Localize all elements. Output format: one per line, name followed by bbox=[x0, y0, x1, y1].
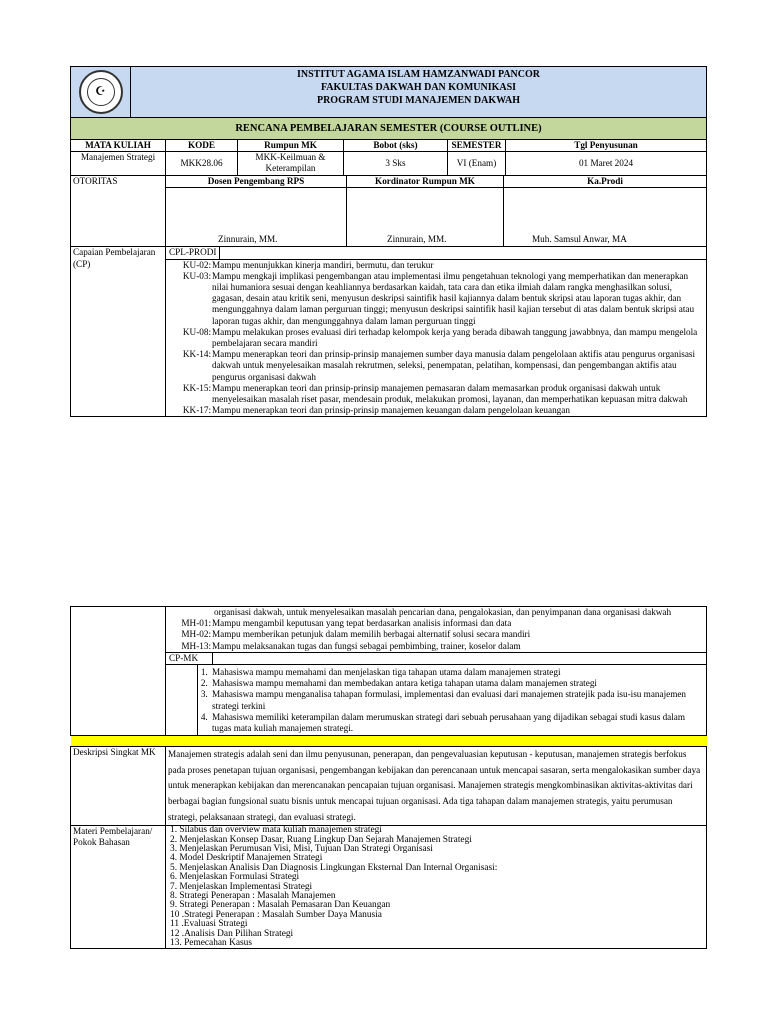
capaian-table-page-1 bbox=[70, 247, 707, 417]
program-name: PROGRAM STUDI MANAJEMEN DAKWAH bbox=[316, 95, 521, 106]
list-item: 1. Mahasiswa mampu memahami dan menjelaskan tiga tahapan utama dalam manajemen strategi bbox=[210, 667, 706, 678]
name-kordinator-rumpun: Zinnurain, MM. bbox=[387, 234, 447, 245]
mh-list bbox=[175, 618, 706, 652]
header-rumpun-mk: Rumpun MK bbox=[238, 140, 344, 152]
list-item: 3. Menjelaskan Perumusan Visi, Misi, Tujuan Dan Strategi Organisasi bbox=[170, 844, 433, 855]
list-item: 11 .Evaluasi Strategi bbox=[170, 919, 248, 930]
cpl-code: KK-15: bbox=[182, 382, 211, 393]
cpl-list bbox=[175, 260, 706, 417]
value-kode: MKK28.06 bbox=[166, 152, 238, 176]
course-info-header-row bbox=[71, 140, 707, 152]
faculty-name: FAKULTAS DAKWAH DAN KOMUNIKASI bbox=[320, 82, 517, 93]
cpl-text: Mampu melakukan proses evaluasi diri terhadap kelompok kerja yang berada dibawah tanggung jawabbnya, dan mampu mengelola pembelajaran secara mandiri bbox=[212, 326, 698, 349]
cpl-code: KU-08: bbox=[182, 326, 211, 337]
list-item: 2. Menjelaskan Konsep Dasar, Ruang Lingkup Dan Sejarah Manajemen Strategi bbox=[170, 834, 472, 845]
value-tgl-penyusunan: 01 Maret 2024 bbox=[506, 152, 707, 176]
cp-mk-indent bbox=[166, 665, 198, 736]
list-item: 4. Model Deskriptif Manajemen Strategi bbox=[170, 853, 323, 864]
name-dosen-pengembang: Zinnurain, MM. bbox=[218, 234, 278, 245]
cp-mk-items-cell bbox=[198, 665, 707, 736]
role-ka-prodi: Ka.Prodi bbox=[504, 176, 707, 188]
rps-page-2 bbox=[70, 606, 707, 949]
cpl-code: KU-02: bbox=[182, 259, 211, 270]
document-title: RENCANA PEMBELAJARAN SEMESTER (COURSE OUTLINE) bbox=[71, 118, 707, 140]
header-bobot: Bobot (sks) bbox=[344, 140, 448, 152]
value-rumpun-mk: MKK-Keilmuan & Keterampilan bbox=[238, 152, 344, 176]
cpl-text: Mampu menerapkan teori dan prinsip-prinsip manajemen sumber daya manusia dalam pengelolaan aktifis atau pengurus organisasi dakwah untuk menyelesaikan masalah rekrutmen, seleksi, penempatan, pelatihan, kompensasi, dan pengembangan aktifis atau pengurus organisasi dakwah bbox=[212, 349, 696, 382]
list-item bbox=[175, 260, 706, 271]
cpl-text: Mampu menerapkan teori dan prinsip-prinsip manajemen keuangan dalam pengelolaan keuangan bbox=[212, 405, 570, 416]
materi-cell bbox=[166, 826, 707, 949]
list-item: 12 .Analisis Dan Pilihan Strategi bbox=[170, 928, 294, 939]
cpl-code: KK-14: bbox=[182, 349, 211, 360]
role-kordinator-rumpun: Kordinator Rumpun MK bbox=[347, 176, 504, 188]
list-item: 7. Menjelaskan Implementasi Strategi bbox=[170, 881, 313, 892]
institution-header bbox=[131, 67, 707, 118]
capaian-label-continued bbox=[71, 607, 166, 736]
list-item: 5. Menjelaskan Analisis Dan Diagnosis Lingkungan Eksternal Dan Internal Organisasi: bbox=[170, 862, 498, 873]
capaian-table-page-2 bbox=[70, 606, 707, 949]
header-mata-kuliah: MATA KULIAH bbox=[71, 140, 166, 152]
capaian-label: Capaian Pembelajaran (CP) bbox=[71, 247, 166, 417]
logo-cell bbox=[71, 67, 131, 118]
signature-kordinator-rumpun bbox=[347, 188, 504, 247]
cp-mk-label-text: CP-MK bbox=[166, 653, 213, 664]
list-item: 8. Strategi Penerapan : Masalah Manajemen bbox=[170, 891, 336, 902]
cpl-code: KU-03: bbox=[182, 270, 211, 281]
cpl-prodi-label bbox=[166, 247, 707, 259]
mh-code: MH-02: bbox=[181, 629, 211, 640]
mh-text: Mampu mengambil keputusan yang tepat berdasarkan analisis informasi dan data bbox=[212, 618, 512, 629]
cpl-text: Mampu menunjukkan kinerja mandiri, bermutu, dan terukur bbox=[212, 259, 434, 270]
institution-seal-icon: ☪ bbox=[79, 70, 123, 114]
list-item bbox=[175, 405, 706, 416]
name-ka-prodi: Muh. Samsul Anwar, MA bbox=[532, 234, 627, 245]
list-item bbox=[175, 383, 706, 405]
materi-label: Materi Pembelajaran/ Pokok Bahasan bbox=[71, 826, 166, 949]
mh-text: Mampu memberikan petunjuk dalam memilih berbagai alternatif solusi secara mandiri bbox=[212, 629, 531, 640]
course-info-table bbox=[70, 140, 707, 176]
header-semester: SEMESTER bbox=[448, 140, 506, 152]
cpl-items-cell bbox=[166, 259, 707, 417]
list-item bbox=[175, 271, 706, 327]
list-item: 2. Mahasiswa mampu memahami dan membedakan antara ketiga tahapan utama dalam manajemen strategi bbox=[210, 678, 706, 689]
value-bobot: 3 Sks bbox=[344, 152, 448, 176]
cp-mk-label bbox=[166, 652, 707, 664]
cpl-code: KK-17: bbox=[182, 405, 211, 416]
course-info-value-row bbox=[71, 152, 707, 176]
list-item: 1. Silabus dan overview mata kuliah manajemen strategi bbox=[170, 825, 382, 836]
list-item: 13. Pemecahan Kasus bbox=[170, 938, 253, 949]
materi-list bbox=[170, 826, 702, 948]
mh-code: MH-01: bbox=[181, 618, 211, 629]
cpl-text: Mampu menerapkan teori dan prinsip-prinsip manajemen pemasaran dalam memasarkan produk organisasi dakwah untuk menyelesaikan masalah riset pasar, mendesain produk, melakukan promosi, layanan, dan memperhatikan kepuasan mitra dakwah bbox=[212, 382, 688, 405]
highlight-divider bbox=[71, 736, 707, 747]
list-item bbox=[175, 629, 706, 640]
header-tgl-penyusunan: Tgl Penyusunan bbox=[506, 140, 707, 152]
cpl-text: Mampu mengkaji implikasi pengembangan atau implementasi ilmu pengetahuan teknologi yang memperhatikan dan menerapkan nilai humaniora sesuai dengan keahliannya berdasarkan kaidah, tata cara dan etika ilmiah dalam rangka menghasilkan solusi, gagasan, desain atau kritik seni, menyusun deskripsi saintifik hasil kajiannya dalam bentuk skripsi atau laporan tugas akhir, dan mengunggahnya dalam laman perguruan tinggi; menyusun deskripsi saintifik hasil kajian tersebut di atas dalam bentuk skripsi atau laporan tugas akhir, dan mengunggahnya dalam laman perguruan tinggi bbox=[212, 270, 695, 326]
list-item: 3. Mahasiswa mampu menganalisa tahapan formulasi, implementasi dan evaluasi dari manajemen stratejik pada isu-isu manajemen strategi terkini bbox=[210, 689, 706, 711]
cpmk-list bbox=[198, 667, 706, 734]
value-mata-kuliah: Manajemen Strategi bbox=[71, 152, 166, 176]
signature-dosen-pengembang bbox=[166, 188, 347, 247]
cpl-continuation-cell bbox=[166, 607, 707, 653]
value-semester: VI (Enam) bbox=[448, 152, 506, 176]
institution-name: INSTITUT AGAMA ISLAM HAMZANWADI PANCOR bbox=[297, 69, 540, 80]
rps-page-1 bbox=[70, 66, 707, 417]
list-item bbox=[175, 641, 706, 652]
header-table bbox=[70, 66, 707, 140]
list-item bbox=[175, 618, 706, 629]
list-item: 4. Mahasiswa memiliki keterampilan dalam merumuskan strategi dari sebuah perusahaan yang dijadikan sebagai studi kasus dalam tugas mata kuliah manajemen strategi. bbox=[210, 712, 706, 734]
header-kode: KODE bbox=[166, 140, 238, 152]
deskripsi-label: Deskripsi Singkat MK bbox=[71, 747, 166, 826]
deskripsi-text: Manajemen strategis adalah seni dan ilmu penyusunan, penerapan, dan pengevaluasian keputusan - keputusan, manajemen strategis berfokus pada proses penetapan tujuan organisasi, pengembangan kebijakan dan perencanaan untuk mencapai sasaran, serta mengalokasikan sumber daya untuk menerapkan kebijakan dan merencanakan pencapaian tujuan organisasi. Manajemen strategis mengkombinasikan aktivitas-aktivitas dari berbagai bagian fungsional suatu bisnis untuk mencapai tujuan organisasi. Ada tiga tahapan dalam manajemen strategis, yaitu perumusan strategi, pelaksanaan strategi, dan evaluasi strategi. bbox=[166, 747, 707, 826]
list-item: 10 .Strategi Penerapan : Masalah Sumber Daya Manusia bbox=[170, 909, 382, 920]
role-dosen-pengembang: Dosen Pengembang RPS bbox=[166, 176, 347, 188]
cpl-continuation-text: organisasi dakwah, untuk menyelesaikan masalah pencarian dana, pengalokasian, dan penyimpanan dana organisasi dakwah bbox=[214, 607, 672, 617]
list-item bbox=[175, 349, 706, 383]
list-item: 9. Strategi Penerapan : Masalah Pemasaran Dan Keuangan bbox=[170, 900, 391, 911]
signature-ka-prodi bbox=[504, 188, 707, 247]
list-item: 6. Menjelaskan Formulasi Strategi bbox=[170, 872, 300, 883]
mh-text: Mampu melaksanakan tugas dan fungsi sebagai pembimbing, trainer, koselor dalam bbox=[212, 640, 521, 651]
cpl-prodi-label-text: CPL-PRODI bbox=[166, 247, 220, 258]
list-item bbox=[175, 327, 706, 349]
otoritas-table bbox=[70, 176, 707, 247]
otoritas-label: OTORITAS bbox=[71, 176, 166, 247]
mh-code: MH-13: bbox=[181, 640, 211, 651]
